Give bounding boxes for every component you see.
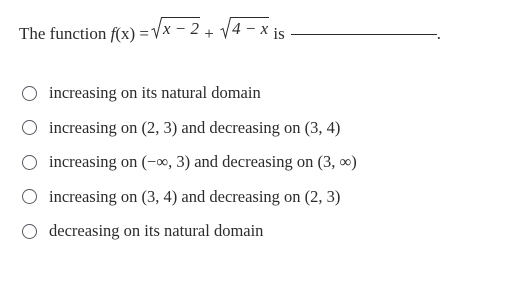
radio-button[interactable] <box>22 189 37 204</box>
option-2[interactable] <box>22 111 357 146</box>
function-argument: (x) = <box>115 24 149 43</box>
question-suffix: is <box>269 24 285 43</box>
answer-options <box>22 76 357 249</box>
question-text <box>19 17 441 46</box>
radio-button[interactable] <box>22 224 37 239</box>
option-label: increasing on (3, 4) and decreasing on (2, 3) <box>49 186 341 206</box>
question-end: . <box>436 24 441 43</box>
radio-button[interactable] <box>22 86 37 101</box>
plus-sign: + <box>200 24 219 43</box>
option-3[interactable] <box>22 145 357 180</box>
radical-sign-icon <box>151 17 162 39</box>
answer-blank <box>291 34 437 35</box>
option-5[interactable] <box>22 214 357 249</box>
sqrt-expression-1 <box>151 17 200 39</box>
option-label: increasing on its natural domain <box>49 83 261 103</box>
radio-button[interactable] <box>22 155 37 170</box>
radicand-2: 4 − x <box>232 19 269 38</box>
sqrt-expression-2 <box>220 17 269 39</box>
option-1[interactable] <box>22 76 357 111</box>
option-label: increasing on (−∞, 3) and decreasing on (3, ∞) <box>49 152 357 172</box>
option-label: decreasing on its natural domain <box>49 221 264 241</box>
radical-sign-icon <box>220 17 231 39</box>
option-4[interactable] <box>22 180 357 215</box>
function-name: f <box>110 24 116 43</box>
option-label: increasing on (2, 3) and decreasing on (3, 4) <box>49 117 341 137</box>
radicand-1: x − 2 <box>163 19 200 38</box>
question-prefix: The function <box>19 24 107 43</box>
radio-button[interactable] <box>22 120 37 135</box>
